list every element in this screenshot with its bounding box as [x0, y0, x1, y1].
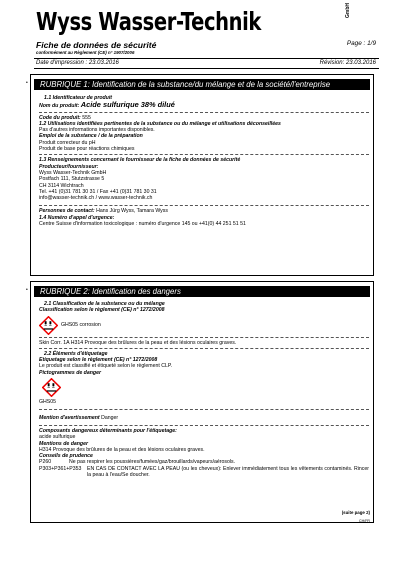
product-code-label: Code du produit:: [39, 114, 81, 121]
document-title: Fiche de données de sécurité: [36, 40, 157, 50]
precaution-row: [39, 466, 369, 479]
components-value: acide sulfurique: [39, 434, 76, 441]
precaution-text: Ne pas respirer les poussières/fumées/gaz/brouillards/vapeurs/aérosols.: [69, 459, 236, 466]
hazard-value: H314 Provoque des brûlures de la peau et des lésions oculaires graves.: [39, 446, 205, 453]
product-code-value: 555: [82, 114, 91, 121]
precaution-code: P303+P361+P353: [39, 465, 82, 472]
date-row: [36, 60, 376, 66]
dash-divider: [39, 154, 369, 155]
section-2-1-heading: 2.1 Classification de la substance ou du mélange: [44, 301, 165, 307]
logo-suffix: GmbH: [345, 3, 351, 18]
section-2: [30, 281, 374, 523]
locale-code: CH/FR: [359, 519, 370, 523]
section-1-heading: RUBRIQUE 1: Identification de la substance/du mélange et de la société/l'entreprise: [34, 79, 370, 90]
bullet-mark: •: [26, 287, 28, 293]
supplier-line: Postfach 111, Stutzstrasse 5: [39, 176, 105, 183]
company-logo: [36, 7, 324, 36]
skin-corrosion: Skin Corr. 1A H314 Provoque des brûlures de la peau et des lésions oculaires graves.: [39, 339, 237, 346]
section-1-1-heading: 1.1 Identificateur de produit: [44, 95, 113, 101]
section-1-4-text: Centre Suisse d'information toxicologique : numéro d'urgence 145 ou +41(0) 44 251 51 51: [39, 221, 246, 228]
signal-value: Danger: [101, 414, 119, 421]
corrosion-icon: [39, 316, 58, 335]
labelling-heading: Etiquetage selon le règlement (CE) n° 1272/2008: [39, 357, 158, 364]
use-label: Emploi de la substance / de la préparation: [39, 133, 143, 140]
supplier-line: Tel. +41 (0)31 781 30 31 / Fax +41 (0)31 781 30 31: [39, 188, 157, 195]
pictogram-code: GHS05: [39, 399, 57, 406]
signal-label: Mention d'avertissement: [39, 414, 100, 421]
pictograms-label: Pictogrammes de danger: [39, 369, 101, 376]
dash-divider: [39, 348, 369, 349]
section-2-body: [31, 297, 373, 478]
components-label: Composants dangereux déterminants pour l'étiquetage:: [39, 427, 177, 434]
section-1-3-heading: 1.3 Renseignements concernant le fournisseur de la fiche de données de sécurité: [39, 157, 241, 164]
print-date: Date d'impression : 23.03.2016: [36, 60, 119, 66]
dash-divider: [39, 205, 369, 206]
supplier-label: Producteur/fournisseur:: [39, 163, 99, 170]
hazard-label: Mentions de danger: [39, 440, 88, 447]
date-divider: [34, 68, 379, 69]
document-subtitle: conformément au Règlement (CE) n° 1907/2006: [36, 50, 135, 55]
product-name-label: Nom du produit:: [39, 103, 80, 110]
corrosion-icon: [42, 378, 61, 397]
contact-value: Hans Jürg Wyss, Tamara Wyss: [96, 208, 168, 215]
page-number: Page : 1/9: [346, 40, 376, 47]
classification-heading: Classification selon le règlement (CE) n° 1272/2008: [39, 307, 165, 314]
dash-divider: [39, 337, 369, 338]
product-name-row: [39, 102, 369, 109]
supplier-line: Wyss Wasser-Technik GmbH: [39, 169, 107, 176]
section-1: [30, 74, 374, 276]
dash-divider: [39, 425, 369, 426]
ghs-row: [39, 316, 369, 335]
section-2-2-heading: 2.2 Éléments d'étiquetage: [44, 350, 108, 357]
use-line-1: Produit correcteur du pH: [39, 139, 96, 146]
product-name-value: Acide sulfurique 38% dilué: [80, 100, 175, 110]
logo-text: Wyss Wasser-Technik: [36, 7, 261, 36]
dash-divider: [39, 409, 369, 410]
precaution-code: P260: [39, 459, 52, 466]
supplier-line: info@wasser-technik.ch / www.wasser-technik.ch: [39, 195, 153, 202]
bullet-mark: •: [26, 80, 28, 86]
revision-date: Révision: 23.03.2016: [319, 60, 376, 66]
continued-note: (suite page 2): [341, 510, 370, 515]
pictogram-box: [42, 378, 369, 399]
precaution-label: Conseils de prudence: [39, 453, 93, 460]
ghs-label: GHS05 corrosion: [61, 321, 101, 328]
supplier-line: CH 3114 Wichtrach: [39, 182, 84, 189]
precaution-text: EN CAS DE CONTACT AVEC LA PEAU (ou les cheveux): Enlever immédiatement tous les vêtements contaminés. Rincer la peau à l'eau/Se doucher.: [87, 465, 369, 479]
section-1-2-heading: 1.2 Utilisations identifiées pertinentes de la substance ou du mélange et utilisations déconseillées: [39, 120, 281, 127]
section-1-body: [31, 90, 373, 227]
header-divider: [34, 58, 379, 59]
dash-divider: [39, 112, 369, 113]
section-2-heading: RUBRIQUE 2: Identification des dangers: [34, 286, 370, 297]
signal-row: [39, 415, 369, 421]
section-1-2-text: Pas d'autres informations importantes disponibles.: [39, 127, 155, 134]
contact-label: Personnes de contact:: [39, 208, 95, 215]
use-line-2: Produit de base pour réactions chimiques: [39, 146, 135, 153]
labelling-text: Le produit est classifié et étiqueté selon le règlement CLP.: [39, 363, 173, 370]
section-1-4-heading: 1.4 Numéro d'appel d'urgence:: [39, 214, 115, 221]
